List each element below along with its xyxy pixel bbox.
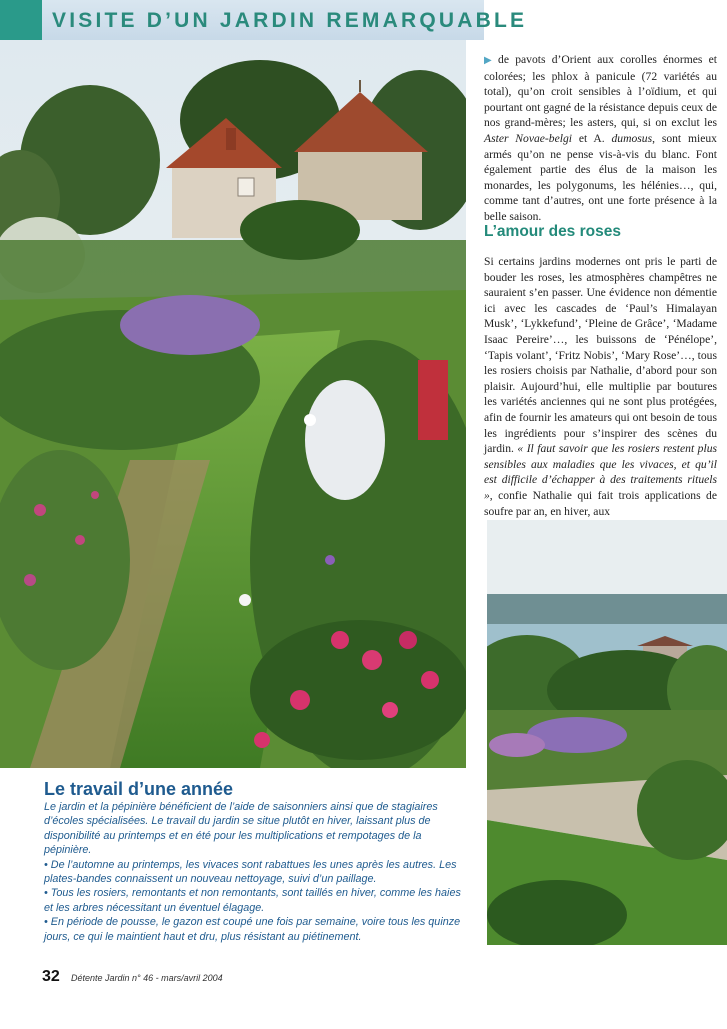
box-list-item: • Tous les rosiers, remontants et non remontants, sont taillés en hiver, comme les haies et les arbres nécessitant un éventuel élagage. [44,887,461,914]
column-text: , confie Nathalie qui fait trois applications de soufre par an, en hiver, aux [484,488,717,518]
column-text: , sont mieux armés qu’on ne pense vis-à-vis du blanc. Font également partie des élus de la maison les monardes, les polygonums, les hélénies…, qui, comme tant d’autres, ont une forte présence à la belle saison. [484,131,717,223]
plant-name: Aster Novae-belgi [484,131,572,145]
quote: « Il faut savoir que les rosiers restent plus sensibles aux maladies que les vivaces, et qu’il est difficile d’échapper à des traitements rituels » [484,442,717,502]
page-number: 32 [42,968,60,985]
section-title: VISITE D’UN JARDIN REMARQUABLE [52,9,528,32]
box-intro: Le jardin et la pépinière bénéficient de l’aide de saisonniers ainsi que de stagiaires d’écoles spécialisées. Le travail du jardin se situe plutôt en hiver, laissant plus de disponibilité au printemps et en été pour les multiplications et rempotages de la pépinière. [44,801,438,857]
column-text: et A. [571,131,612,145]
header-accent-block [0,0,42,40]
article-column-roses [484,254,717,519]
publication-line: Détente Jardin n° 46 - mars/avril 2004 [71,973,223,983]
garden-photo-side [487,520,727,945]
box-body [44,800,469,944]
plant-name: dumosus [611,131,653,145]
garden-photo-main [0,40,466,768]
box-list-item: • En période de pousse, le gazon est coupé une fois par semaine, voire tous les quinze jours, ce qui le maintient haut et dru, plus résistant au piétinement. [44,916,461,943]
column-text: de pavots d’Orient aux corolles énormes et colorées; les phlox à panicule (72 variétés au total), qu’on croit sensibles à l’oïdium, et qui pourtant ont gagné de la résistance depuis ceux de nos grand-mères; les asters, qui, si on exclut les [484,53,717,130]
box-list-item: • De l’automne au printemps, les vivaces sont rabattues les unes après les autres. Les plates-bandes connaissent un nouveau nettoyage, suivi d’un paillage. [44,858,457,886]
article-column-top [484,52,717,225]
column-text: Si certains jardins modernes ont pris le parti de bouder les roses, les atmosphères champêtres ne sauraient s’en passer. Une évidence non démentie ici avec les cascades de ‘Paul’s Himalayan Musk’, ‘Lykkefund’, ‘Pleine de Grâce’, ‘Madame Isaac Pereire’…, les buissons de ‘Pénélope’, ‘Tapis volant’, ‘Fritz Nobis’, ‘Mary Rose’…, tous les rosiers choisis par Nathalie, d’abord pour son plaisir. Aujourd’hui, elle multiplie par boutures les variétés anciennes qui ne sont plus protégées, afin de fournir les amateurs qui ont besoin de tous les ingrédients pour s’inspirer des scènes du jardin. [484,255,717,456]
box-heading: Le travail d’une année [44,779,234,799]
section-heading-roses: L’amour des roses [484,223,621,240]
arrow-right-icon: ▶ [484,55,496,66]
